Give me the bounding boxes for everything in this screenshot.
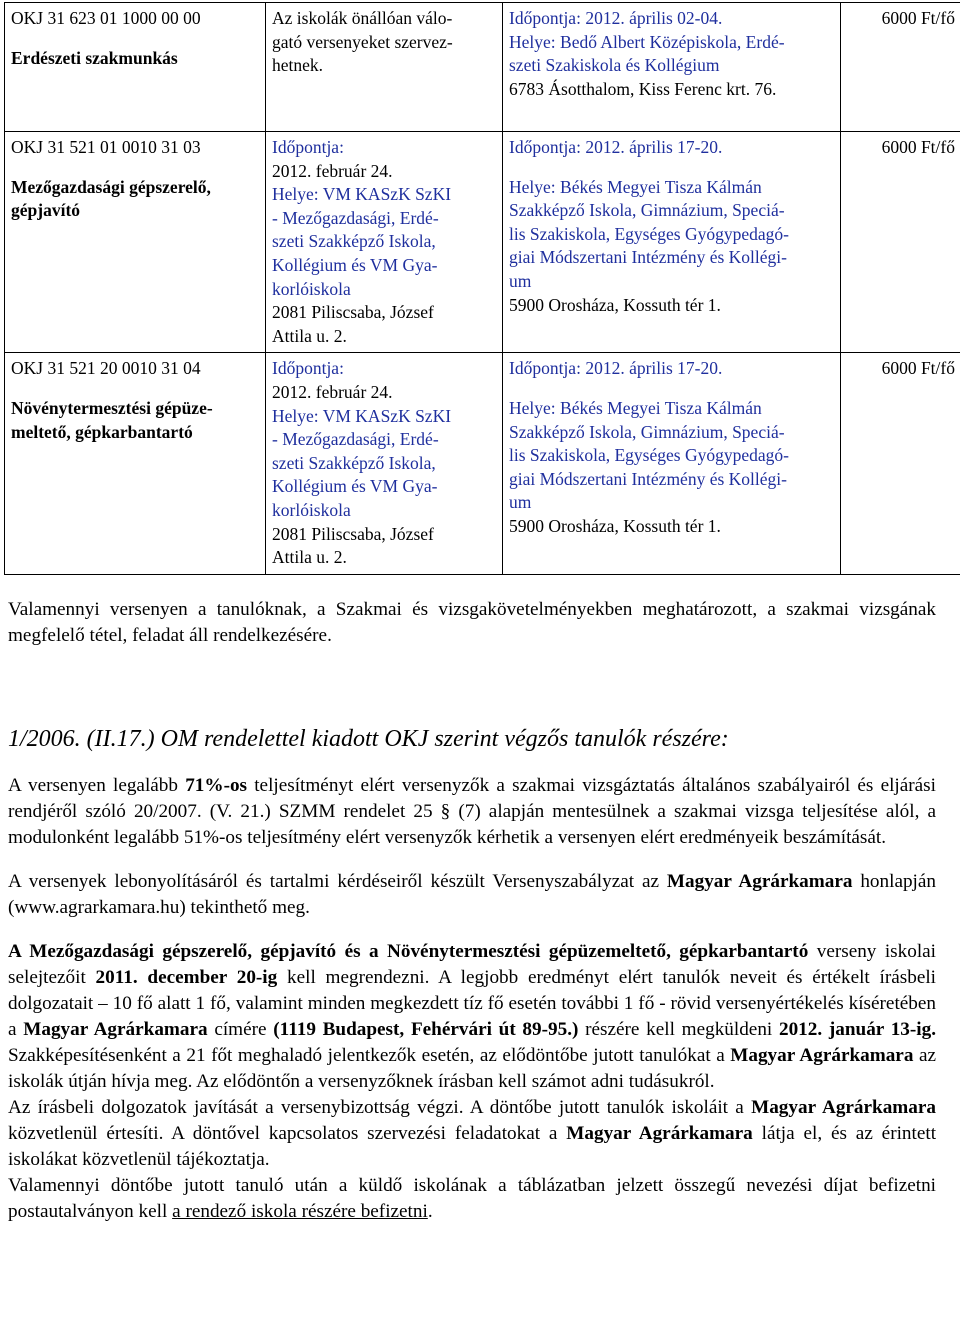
place-line: szeti Szakképző Iskola, — [272, 231, 436, 252]
table-row — [5, 132, 960, 353]
text-run: látja el, és az érintett iskolákat közvetlenül tájékoztatja. — [8, 1123, 937, 1170]
place-line: Békés Megyei Tisza Kálmán — [555, 397, 762, 418]
place-label: Helye: — [272, 184, 319, 205]
text-run: címére — [207, 1019, 274, 1040]
text-run: . — [427, 1201, 433, 1222]
place-line: Attila u. 2. — [272, 547, 347, 568]
okj-code: OKJ 31 623 01 1000 00 00 — [11, 8, 201, 28]
place-line: korlóiskola — [272, 278, 351, 299]
place-label: Helye: — [509, 176, 556, 197]
qualification-cell — [5, 3, 266, 132]
text-run-bold: 2011. december 20-ig — [95, 967, 278, 988]
place-line: szeti Szakiskola és Kollégium — [509, 55, 720, 76]
place-label: Helye: — [272, 405, 319, 426]
okj-code: OKJ 31 521 01 0010 31 03 — [11, 137, 201, 157]
document-body — [8, 597, 936, 1225]
place-line: um — [509, 270, 532, 291]
place-line: Békés Megyei Tisza Kálmán — [555, 176, 762, 197]
school-line: hetnek. — [272, 55, 324, 76]
school-line: Az iskolák önállóan válo- — [272, 8, 453, 28]
place-line: 5900 Orosháza, Kossuth tér 1. — [509, 294, 721, 315]
place-line: 5900 Orosháza, Kossuth tér 1. — [509, 515, 721, 536]
text-run: honlapján (www.agrarkamara.hu) tekinthető meg. — [8, 871, 936, 918]
text-run: Szakképesítésenként a 21 főt meghaladó jelentkezők esetén, az elődöntőbe jutott tanulókat a — [8, 1045, 731, 1066]
qualification-name: Növénytermesztési gépüze- — [11, 397, 213, 418]
place-line: Bedő Albert Középiskola, Erdé- — [555, 31, 785, 52]
place-line: 6783 Ásotthalom, Kiss Ferenc krt. 76. — [509, 78, 777, 99]
text-run: részére kell megküldeni — [578, 1019, 779, 1040]
competition-table — [4, 2, 960, 575]
text-run-bold: Magyar Agrárkamara — [566, 1123, 753, 1144]
okj-code: OKJ 31 521 20 0010 31 04 — [11, 358, 201, 379]
text-run-bold: Magyar Agrárkamara — [666, 871, 853, 892]
text-run: kell megrendezni. A legjobb eredményt elért tanulók neveit és értékelt írásbeli dolgozatait – 10 fő alatt 1 fő, valamint minden megkezdett tíz fő esetén további 1 fő - rövid versenyértékelés kíséretében a — [8, 967, 936, 1040]
fee-cell: 6000 Ft/fő — [841, 132, 960, 353]
date-label: Időpontja: — [272, 358, 344, 379]
place-line: korlóiskola — [272, 499, 351, 520]
date-value: 2012. február 24. — [272, 160, 393, 181]
school-line: gató versenyeket szervez- — [272, 31, 453, 52]
text-run-bold: (1119 Budapest, Fehérvári út 89-95.) — [273, 1019, 579, 1040]
place-line: VM KASzK SzKI — [318, 184, 452, 205]
date-label: Időpontja: — [509, 137, 581, 157]
place-line: 2081 Piliscsaba, József — [272, 523, 434, 544]
place-line: Attila u. 2. — [272, 325, 347, 346]
place-label: Helye: — [509, 397, 556, 418]
paragraph: Valamennyi versenyen a tanulóknak, a Szakmai és vizsgakövetelményekben meghatározott, a szakmai vizsgának megfelelő tétel, feladat áll rendelkezésére. — [8, 599, 936, 646]
place-line: Szakképző Iskola, Gimnázium, Speciá- — [509, 421, 785, 442]
text-run-underlined: a rendező iskola részére befizetni — [172, 1201, 428, 1222]
place-line: lis Szakiskola, Egységes Gyógypedagó- — [509, 445, 789, 466]
paragraph — [8, 869, 936, 921]
place-line: Kollégium és VM Gya- — [272, 254, 438, 275]
school-round-cell — [266, 3, 503, 132]
date-value: 2012. április 02-04. — [580, 8, 723, 28]
table-row — [5, 353, 960, 574]
date-value: 2012. február 24. — [272, 381, 393, 402]
fee-cell: 6000 Ft/fő — [841, 353, 960, 574]
text-run: közvetlenül értesíti. A döntővel kapcsolatos szervezési feladatokat a — [8, 1123, 567, 1144]
place-line: um — [509, 492, 532, 513]
text-run-bold: 2012. január 13-ig. — [778, 1019, 936, 1040]
paragraph — [8, 1173, 936, 1225]
fee-cell: 6000 Ft/fő — [841, 3, 960, 132]
place-line: - Mezőgazdasági, Erdé- — [272, 207, 439, 228]
text-run: A versenyek lebonyolításáról és tartalmi kérdéseiről készült Versenyszabályzat az — [8, 871, 667, 892]
text-run: teljesítményt elért versenyzők a szakmai vizsgáztatás általános szabályairól és eljárási rendjéről szóló 20/2007. (V. 21.) SZMM rendelet 25 § (7) alapján mentesülnek a szakmai vizsga teljesítése alól, a modulonként legalább 51%-os teljesítmény elért versenyzők kérhetik a versenyen elért eredményeik beszámítását. — [8, 775, 936, 848]
text-run: Valamennyi döntőbe jutott tanuló után a küldő iskolának a táblázatban jelzett összegű nevezési díjat befizetni postautalványon kell — [8, 1175, 936, 1222]
text-run-bold: 71%-os — [185, 775, 248, 796]
paragraph — [8, 773, 936, 851]
text-run: Az írásbeli dolgozatok javítását a versenybizottság végzi. A döntőbe jutott tanulók iskoláit a — [8, 1097, 752, 1118]
text-run-bold: A Mezőgazdasági gépszerelő, gépjavító és a Növénytermesztési gépüzemeltető, gépkarbantartó — [8, 941, 809, 962]
date-label: Időpontja: — [509, 8, 581, 28]
table-row — [5, 3, 960, 132]
date-value: 2012. április 17-20. — [580, 137, 723, 157]
text-run-bold: Magyar Agrárkamara — [751, 1097, 936, 1118]
text-run-bold: Magyar Agrárkamara — [730, 1045, 914, 1066]
qualification-cell — [5, 353, 266, 574]
qualification-name: Erdészeti szakmunkás — [11, 47, 178, 68]
place-line: - Mezőgazdasági, Erdé- — [272, 429, 439, 450]
final-round-cell — [503, 353, 841, 574]
place-line: Szakképző Iskola, Gimnázium, Speciá- — [509, 200, 785, 221]
text-run-bold: Magyar Agrárkamara — [23, 1019, 208, 1040]
qualification-cell — [5, 132, 266, 353]
date-value: 2012. április 17-20. — [580, 358, 723, 379]
final-round-cell — [503, 3, 841, 132]
qualification-name: gépjavító — [11, 200, 81, 221]
place-line: giai Módszertani Intézmény és Kollégi- — [509, 468, 787, 489]
paragraph — [8, 939, 936, 1095]
place-line: 2081 Piliscsaba, József — [272, 302, 434, 323]
qualification-name: meltető, gépkarbantartó — [11, 421, 193, 442]
place-line: Kollégium és VM Gya- — [272, 476, 438, 497]
qualification-name: Mezőgazdasági gépszerelő, — [11, 176, 211, 197]
school-round-cell — [266, 132, 503, 353]
place-line: lis Szakiskola, Egységes Gyógypedagó- — [509, 223, 789, 244]
place-line: VM KASzK SzKI — [318, 405, 452, 426]
place-line: szeti Szakképző Iskola, — [272, 452, 436, 473]
text-run: az iskolák útján hívja meg. Az elődöntőn a versenyzőknek írásban kell számot adni tudásukról. — [8, 1045, 936, 1092]
date-label: Időpontja: — [509, 358, 581, 379]
school-round-cell — [266, 353, 503, 574]
paragraph — [8, 1095, 936, 1173]
text-run: A versenyen legalább — [8, 775, 186, 796]
place-line: giai Módszertani Intézmény és Kollégi- — [509, 247, 787, 268]
place-label: Helye: — [509, 31, 556, 52]
text-run: verseny iskolai selejtezőit — [8, 941, 936, 988]
date-label: Időpontja: — [272, 137, 344, 157]
section-heading: 1/2006. (II.17.) OM rendelettel kiadott OKJ szerint végzős tanulók részére: — [8, 726, 729, 752]
final-round-cell — [503, 132, 841, 353]
